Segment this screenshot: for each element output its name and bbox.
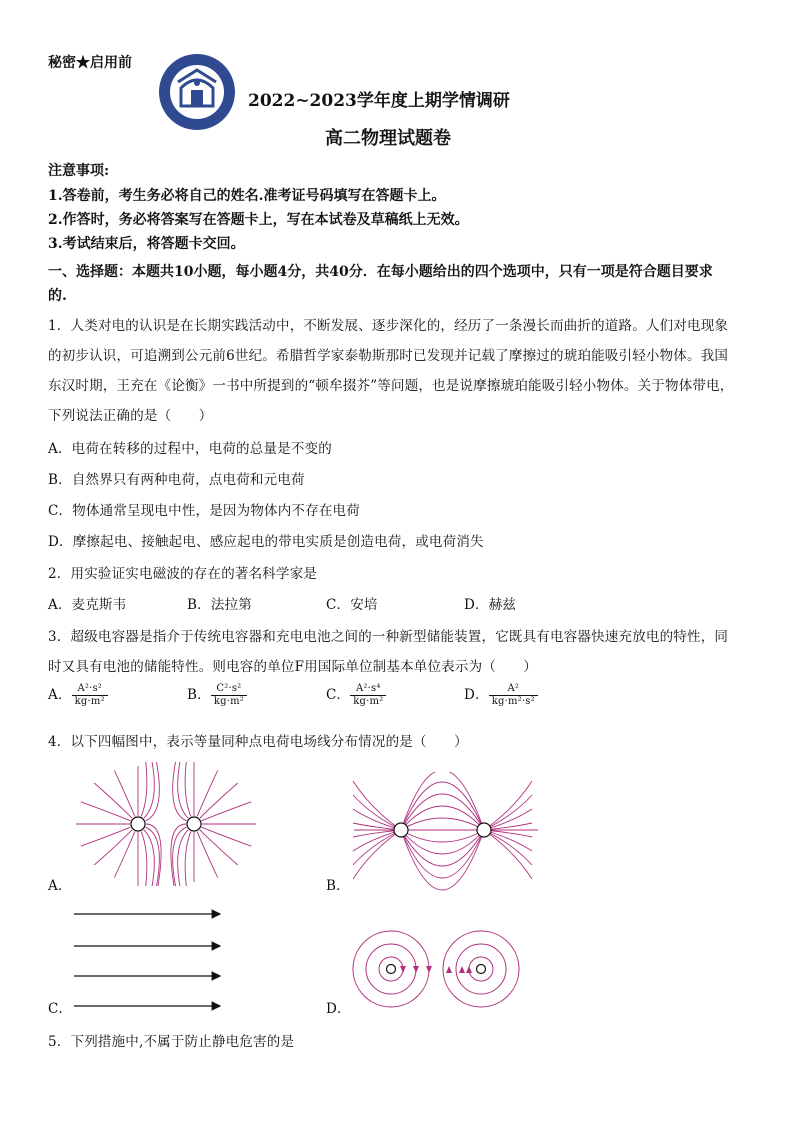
q3-stem: 3．超级电容器是指介于传统电容器和充电电池之间的一种新型储能装置，它既具有电容器快速充放电的特性，同 xyxy=(48,629,729,645)
q2-stem: 2．用实验证实电磁波的存在的著名科学家是 xyxy=(48,566,318,582)
option-label: D． xyxy=(464,687,489,703)
q1-option-b: B．自然界只有两种电荷，点电荷和元电荷 xyxy=(48,472,305,488)
q4-stem: 4．以下四幅图中，表示等量同种点电荷电场线分布情况的是（ ） xyxy=(48,734,468,750)
field-line xyxy=(401,830,484,842)
field-line xyxy=(178,762,189,818)
field-line xyxy=(141,831,147,886)
numerator: C²·s² xyxy=(216,683,242,694)
q4-label-a: A． xyxy=(48,878,72,894)
notice-heading: 注意事项: xyxy=(48,163,110,179)
denominator: kg·m²·s² xyxy=(489,695,538,708)
q4-figure-c-uniform-field xyxy=(70,902,230,1012)
field-line xyxy=(114,831,135,877)
q1-stem: 1．人类对电的认识是在长期实践活动中，不断发展、逐步深化的，经历了一条漫长而曲折的道路。人们对电现象 xyxy=(48,318,729,334)
exam-title: 2022~2023学年度上期学情调研 xyxy=(248,91,510,111)
denominator: kg·m² xyxy=(211,695,247,708)
q1-option-d: D．摩擦起电、接触起电、感应起电的带电实质是创造电荷，或电荷消失 xyxy=(48,534,484,550)
q2-option-a: A．麦克斯韦 xyxy=(48,597,127,613)
notice-item: 3.考试结束后，将答题卡交回。 xyxy=(48,236,245,252)
field-line xyxy=(201,827,251,846)
field-line xyxy=(145,827,159,886)
q4-label-c: C． xyxy=(48,1001,73,1017)
field-line xyxy=(200,830,238,865)
field-line xyxy=(484,781,532,830)
field-line xyxy=(145,762,159,821)
field-line xyxy=(200,783,238,818)
notice-item: 2.作答时，务必将答案写在答题卡上，写在本试卷及草稿纸上无效。 xyxy=(48,212,469,228)
field-line xyxy=(353,830,401,879)
fraction xyxy=(72,683,108,708)
numerator: A² xyxy=(507,683,520,694)
section-heading: 一、选择题：本题共10小题，每小题4分，共40分．在每小题给出的四个选项中，只有一项是符合题目要求 xyxy=(48,264,713,280)
q4-label-d: D． xyxy=(326,1001,351,1017)
field-line xyxy=(173,762,187,821)
field-line xyxy=(353,781,401,830)
field-line xyxy=(185,831,191,886)
exam-subtitle: 高二物理试题卷 xyxy=(325,128,451,149)
school-emblem xyxy=(156,52,238,132)
field-line xyxy=(94,830,132,865)
q3-option-d xyxy=(464,683,538,708)
field-line xyxy=(173,827,187,886)
field-line xyxy=(401,818,484,830)
q3-option-b xyxy=(187,683,247,708)
q4-figure-a-like-charges xyxy=(68,760,264,890)
section-heading-cont: 的. xyxy=(48,288,67,304)
field-line xyxy=(201,802,251,821)
fraction xyxy=(350,683,386,708)
field-line xyxy=(401,830,484,890)
field-line xyxy=(144,830,155,886)
q2-option-b: B．法拉第 xyxy=(187,597,252,613)
q2-option-d: D．赫兹 xyxy=(464,597,517,613)
field-line xyxy=(81,802,131,821)
field-line xyxy=(144,762,155,818)
q3-option-a xyxy=(48,683,108,708)
option-label: C． xyxy=(326,687,351,703)
numerator: A²·s⁴ xyxy=(356,683,381,694)
field-line xyxy=(401,772,484,830)
field-line xyxy=(94,783,132,818)
q1-stem: 的初步认识，可追溯到公元前6世纪。希腊哲学家泰勒斯那时已发现并记载了摩擦过的琥珀能吸引轻小物体。我国 xyxy=(48,348,729,364)
fraction xyxy=(489,683,538,708)
q2-option-c: C．安培 xyxy=(326,597,378,613)
q1-stem: 东汉时期，王充在《论衡》一书中所提到的“顿牟掇芥”等问题，也是说摩擦琥珀能吸引轻小物体。关于物体带电， xyxy=(48,378,734,394)
field-line xyxy=(484,830,532,879)
q4-label-b: B． xyxy=(326,878,350,894)
field-line xyxy=(178,830,189,886)
denominator: kg·m² xyxy=(72,695,108,708)
numerator: A²·s² xyxy=(77,683,102,694)
field-line xyxy=(81,827,131,846)
option-label: A． xyxy=(48,687,72,703)
q4-figure-d-circular-fields xyxy=(352,922,530,1018)
option-label: B． xyxy=(187,687,211,703)
notice-item: 1.答卷前，考生务必将自己的姓名.准考证号码填写在答题卡上。 xyxy=(48,188,446,204)
denominator: kg·m² xyxy=(350,695,386,708)
field-line xyxy=(185,762,191,817)
q3-stem: 时又具有电池的储能特性。则电容的单位F用国际单位制基本单位表示为（ ） xyxy=(48,659,538,675)
q1-option-c: C．物体通常呈现电中性，是因为物体内不存在电荷 xyxy=(48,503,360,519)
field-line xyxy=(197,770,218,816)
q1-stem: 下列说法正确的是（ ） xyxy=(48,408,213,424)
q3-option-c xyxy=(326,683,386,708)
q1-option-a: A．电荷在转移的过程中，电荷的总量是不变的 xyxy=(48,441,332,457)
q5-stem: 5．下列措施中,不属于防止静电危害的是 xyxy=(48,1034,295,1050)
field-line xyxy=(114,770,135,816)
secret-label: 秘密★启用前 xyxy=(48,55,132,71)
fraction xyxy=(211,683,247,708)
field-line xyxy=(197,831,218,877)
field-line xyxy=(141,762,147,817)
q4-figure-b-dipole xyxy=(346,772,546,892)
